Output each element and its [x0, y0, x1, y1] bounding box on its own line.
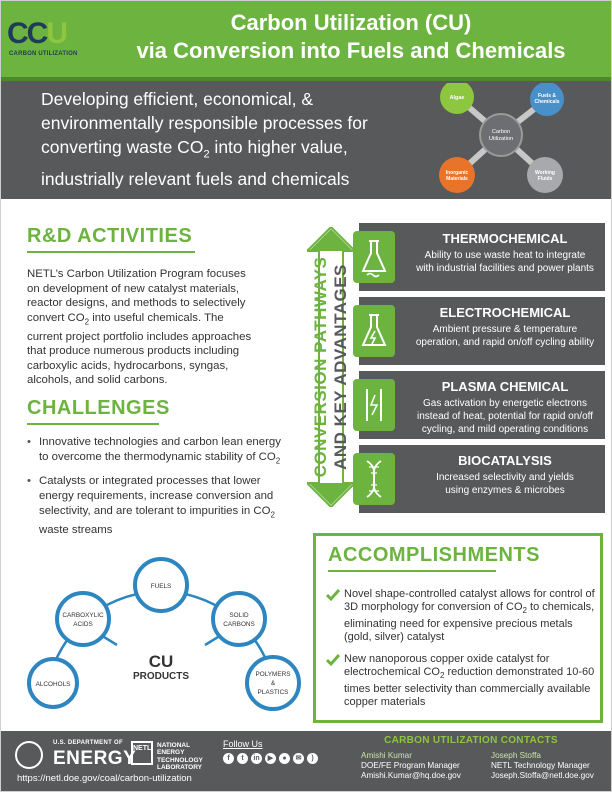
product-label-polymers-2: & — [270, 680, 276, 687]
product-node-carboxylic — [57, 593, 109, 645]
accomplishments-heading: ACCOMPLISHMENTS — [328, 544, 540, 566]
pathway-title: BIOCATALYSIS — [458, 453, 552, 468]
list-item: Novel shape-controlled catalyst allows for control of 3D morphology for conversion of $CO_2$ to chemicals, eliminating need for expensive precious metals (gold, silver) catalyst — [326, 588, 596, 645]
logo-caption: CARBON UTILIZATION — [9, 51, 78, 57]
footer — [1, 731, 612, 792]
rd-heading-underline — [27, 251, 195, 253]
contact-stoffa: Joseph Stoffa NETL Technology Manager Joseph.Stoffa@netl.doe.gov — [491, 751, 594, 780]
product-label-solid-2: CARBONS — [223, 621, 255, 628]
molecule-center-label-1: Carbon — [491, 129, 511, 135]
flask-lightning-icon — [353, 305, 395, 357]
molecule-node-label-inorganic-2: Materials — [446, 176, 468, 182]
accomplishments-box — [313, 533, 603, 723]
list-item: New nanoporous copper oxide catalyst for electrochemical $CO_2$ reduction demonstrated 10-60 times better selectivity than commercially available copper materials — [326, 653, 596, 710]
dna-icon — [353, 453, 395, 505]
banner-line-2: environmentally responsible processes for — [41, 113, 368, 133]
flask-heat-icon — [353, 231, 395, 283]
header-bar — [1, 1, 612, 81]
title-line-1: Carbon Utilization (CU) — [230, 10, 472, 35]
banner-line-3: converting waste $CO_2$ into higher value, — [41, 137, 348, 161]
molecule-node-label-working-1: Working — [535, 170, 555, 176]
list-item: • Catalysts or integrated processes that lower energy requirements, increase conversion and selectivity, and are tolerant to impurities in $CO_2$ waste streams — [27, 474, 291, 537]
accomplishments-list — [326, 588, 596, 718]
molecule-node-label-fuels-1: Fuels & — [537, 93, 557, 99]
challenges-heading: CHALLENGES — [27, 397, 170, 419]
list-item: • Innovative technologies and carbon lean energy to overcome the thermodynamic stability of $CO_2$ — [27, 435, 291, 468]
logo-letter-u: U — [46, 17, 67, 50]
products-center-label: PRODUCTS — [132, 671, 190, 682]
checkmark-icon — [326, 588, 340, 602]
pathway-thermochemical — [359, 223, 605, 291]
product-label-solid-1: SOLID — [229, 612, 249, 619]
pathway-plasma-chemical — [359, 371, 605, 439]
linkedin-icon[interactable]: in — [251, 753, 262, 764]
follow-us-link[interactable]: Follow Us — [223, 739, 263, 749]
social-icons — [223, 753, 318, 764]
molecule-node-label-algae: Algae — [449, 95, 465, 101]
banner-line-4: industrially relevant fuels and chemicals — [41, 168, 350, 189]
contacts-box — [339, 733, 603, 789]
product-label-carboxylic-2: ACIDS — [73, 621, 93, 628]
molecule-center — [480, 114, 522, 156]
youtube-icon[interactable]: ▶ — [265, 753, 276, 764]
pathway-electrochemical — [359, 297, 605, 365]
contacts-heading: CARBON UTILIZATION CONTACTS — [384, 735, 558, 746]
challenges-heading-underline — [27, 423, 159, 425]
product-label-fuels: FUELS — [150, 583, 172, 590]
product-node-solid-carbons — [213, 593, 265, 645]
pathway-title: PLASMA CHEMICAL — [441, 379, 569, 394]
pathway-biocatalysis — [359, 445, 605, 513]
pathway-desc: Increased selectivity and yields using enzymes & microbes — [436, 472, 574, 496]
rd-activities-body: NETL’s Carbon Utilization Program focuses on development of new catalyst materials, reactor designs, and methods to selectively convert $CO_2$ into useful chemicals. The current project portfolio includes approaches that produce numerous products including carboxylic acids, hydrocarbons, syngas, alcohols, and solid carbons. — [27, 268, 252, 387]
plasma-tube-icon — [353, 379, 395, 431]
website-link[interactable]: https://netl.doe.gov/coal/carbon-utilization — [17, 773, 192, 784]
accomplishments-heading-underline — [328, 570, 496, 572]
page-title — [96, 9, 606, 65]
logo-letters-cc: CC — [7, 17, 47, 50]
pathway-desc: Ability to use waste heat to integrate with industrial facilities and power plants — [416, 250, 594, 274]
products-center-cu: CU — [148, 652, 174, 671]
carbon-utilization-molecule-diagram — [421, 83, 581, 195]
twitter-icon[interactable]: t — [237, 753, 248, 764]
product-label-carboxylic-1: CARBOXYLIC — [62, 612, 104, 619]
title-line-2: via Conversion into Fuels and Chemicals — [136, 38, 566, 63]
netl-logo: NETL NATIONAL ENERGY TECHNOLOGY LABORATORY — [133, 742, 203, 772]
contact-kumar: Amishi Kumar DOE/FE Program Manager Amishi.Kumar@hq.doe.gov — [361, 751, 461, 780]
facebook-icon[interactable]: f — [223, 753, 234, 764]
pathway-title: THERMOCHEMICAL — [442, 231, 568, 246]
banner-line-1: Developing efficient, economical, & — [41, 89, 314, 109]
pathways-vertical-label: CONVERSION PATHWAYS AND KEY ADVANTAGES — [311, 256, 350, 478]
flickr-icon[interactable]: ● — [279, 753, 290, 764]
pathway-desc: Ambient pressure & temperature operation, and rapid on/off cycling ability — [415, 324, 595, 348]
pathway-desc: Gas activation by energetic electrons instead of heat, potential for rapid on/off cycling, and mild operating conditions — [416, 398, 594, 435]
cu-logo — [7, 17, 81, 63]
challenges-list — [27, 435, 291, 543]
molecule-center-label-2: Utilization — [488, 136, 514, 142]
banner-text — [41, 87, 396, 191]
molecule-node-label-working-2: Fluids — [537, 176, 553, 182]
molecule-node-label-inorganic-1: Inorganic — [445, 170, 469, 176]
product-label-polymers-3: PLASTICS — [257, 689, 289, 696]
product-label-alcohols: ALCOHOLS — [35, 681, 71, 688]
rss-icon[interactable]: ) — [307, 753, 318, 764]
contact-email[interactable]: Joseph.Stoffa@netl.doe.gov — [491, 771, 594, 780]
molecule-node-label-fuels-2: Chemicals — [534, 99, 560, 105]
product-label-polymers-1: POLYMERS — [255, 671, 291, 678]
doe-logo: U.S. DEPARTMENT OF ENERGY — [13, 739, 123, 767]
cu-products-diagram — [21, 549, 311, 727]
pathway-title: ELECTROCHEMICAL — [439, 305, 571, 320]
doe-seal-icon — [15, 741, 43, 769]
contact-email[interactable]: Amishi.Kumar@hq.doe.gov — [361, 771, 461, 780]
rd-activities-heading: R&D ACTIVITIES — [27, 225, 193, 247]
checkmark-icon — [326, 653, 340, 667]
email-icon[interactable]: ✉ — [293, 753, 304, 764]
